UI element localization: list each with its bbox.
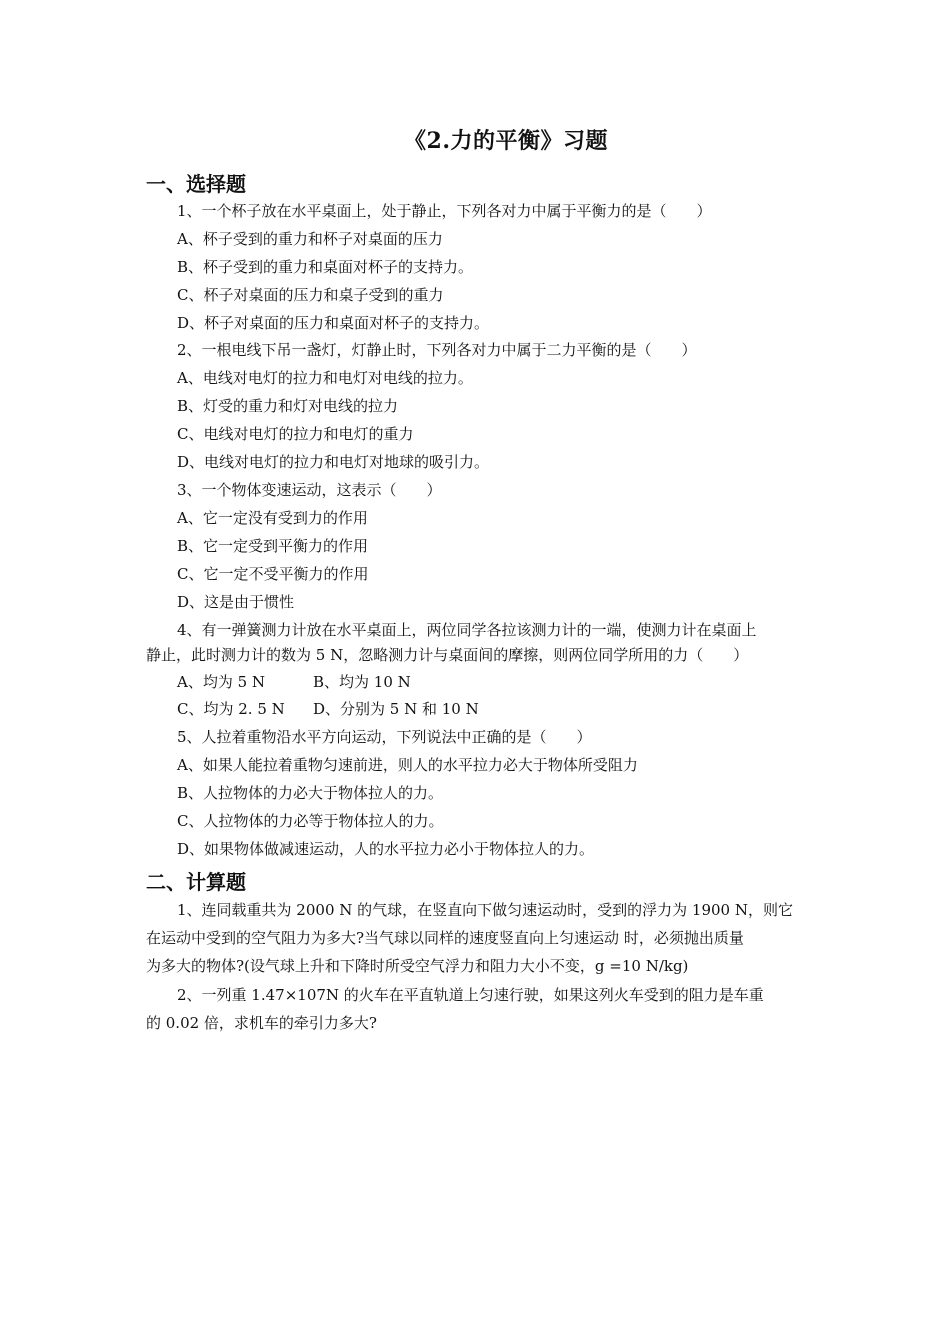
question-5-option-c: C、人拉物体的力必等于物体拉人的力。 (177, 812, 444, 830)
question-4-option-b: B、均为 10 N (313, 673, 411, 691)
question-2-option-d: D、电线对电灯的拉力和电灯对地球的吸引力。 (177, 453, 490, 471)
question-1-option-a: A、杯子受到的重力和杯子对桌面的压力 (177, 230, 443, 248)
question-1-option-d: D、杯子对桌面的压力和桌面对杯子的支持力。 (177, 314, 490, 332)
question-3-stem: 3、一个物体变速运动，这表示（ ） (177, 481, 442, 499)
question-2-option-a: A、电线对电灯的拉力和电灯对电线的拉力。 (177, 369, 473, 387)
section-heading-choice: 一、选择题 (146, 172, 246, 196)
calc-1-line-1: 1、连同载重共为 2000 N 的气球，在竖直向下做匀速运动时，受到的浮力为 1900 N，则它 (177, 901, 793, 919)
question-3-option-a: A、它一定没有受到力的作用 (177, 509, 368, 527)
question-3-option-b: B、它一定受到平衡力的作用 (177, 537, 369, 555)
question-1-stem: 1、一个杯子放在水平桌面上，处于静止，下列各对力中属于平衡力的是（ ） (177, 202, 712, 220)
question-2-stem: 2、一根电线下吊一盏灯，灯静止时，下列各对力中属于二力平衡的是（ ） (177, 341, 697, 359)
calc-1-line-2: 在运动中受到的空气阻力为多大?当气球以同样的速度竖直向上匀速运动 时，必须抛出质量 (146, 929, 744, 947)
question-4-options-row-2 (177, 699, 479, 719)
question-5-option-d: D、如果物体做减速运动，人的水平拉力必小于物体拉人的力。 (177, 840, 595, 858)
calc-2-line-1: 2、一列重 1.47×107N 的火车在平直轨道上匀速行驶，如果这列火车受到的阻力是车重 (177, 986, 764, 1004)
question-4-stem-line-1: 4、有一弹簧测力计放在水平桌面上，两位同学各拉该测力计的一端，使测力计在桌面上 (177, 621, 757, 639)
question-2-option-b: B、灯受的重力和灯对电线的拉力 (177, 397, 399, 415)
question-4-options-row-1 (177, 672, 411, 692)
page-title: 《2.力的平衡》习题 (404, 128, 608, 154)
question-4-option-a: A、均为 5 N (177, 673, 266, 691)
question-5-option-b: B、人拉物体的力必大于物体拉人的力。 (177, 784, 444, 802)
section-heading-calculation: 二、计算题 (146, 870, 246, 894)
question-4-stem-line-2: 静止，此时测力计的数为 5 N，忽略测力计与桌面间的摩擦，则两位同学所用的力（ ） (146, 646, 749, 664)
question-3-option-c: C、它一定不受平衡力的作用 (177, 565, 369, 583)
calc-1-line-3: 为多大的物体?(设气球上升和下降时所受空气浮力和阻力大小不变，g =10 N/kg) (146, 957, 689, 975)
question-5-stem: 5、人拉着重物沿水平方向运动，下列说法中正确的是（ ） (177, 728, 592, 746)
question-1-option-b: B、杯子受到的重力和桌面对杯子的支持力。 (177, 258, 474, 276)
calc-2-line-2: 的 0.02 倍，求机车的牵引力多大? (146, 1014, 377, 1032)
question-5-option-a: A、如果人能拉着重物匀速前进，则人的水平拉力必大于物体所受阻力 (177, 756, 638, 774)
question-2-option-c: C、电线对电灯的拉力和电灯的重力 (177, 425, 414, 443)
question-4-option-d: D、分别为 5 N 和 10 N (313, 700, 479, 718)
question-3-option-d: D、这是由于惯性 (177, 593, 295, 611)
question-4-option-c: C、均为 2. 5 N (177, 700, 285, 718)
question-1-option-c: C、杯子对桌面的压力和桌子受到的重力 (177, 286, 444, 304)
